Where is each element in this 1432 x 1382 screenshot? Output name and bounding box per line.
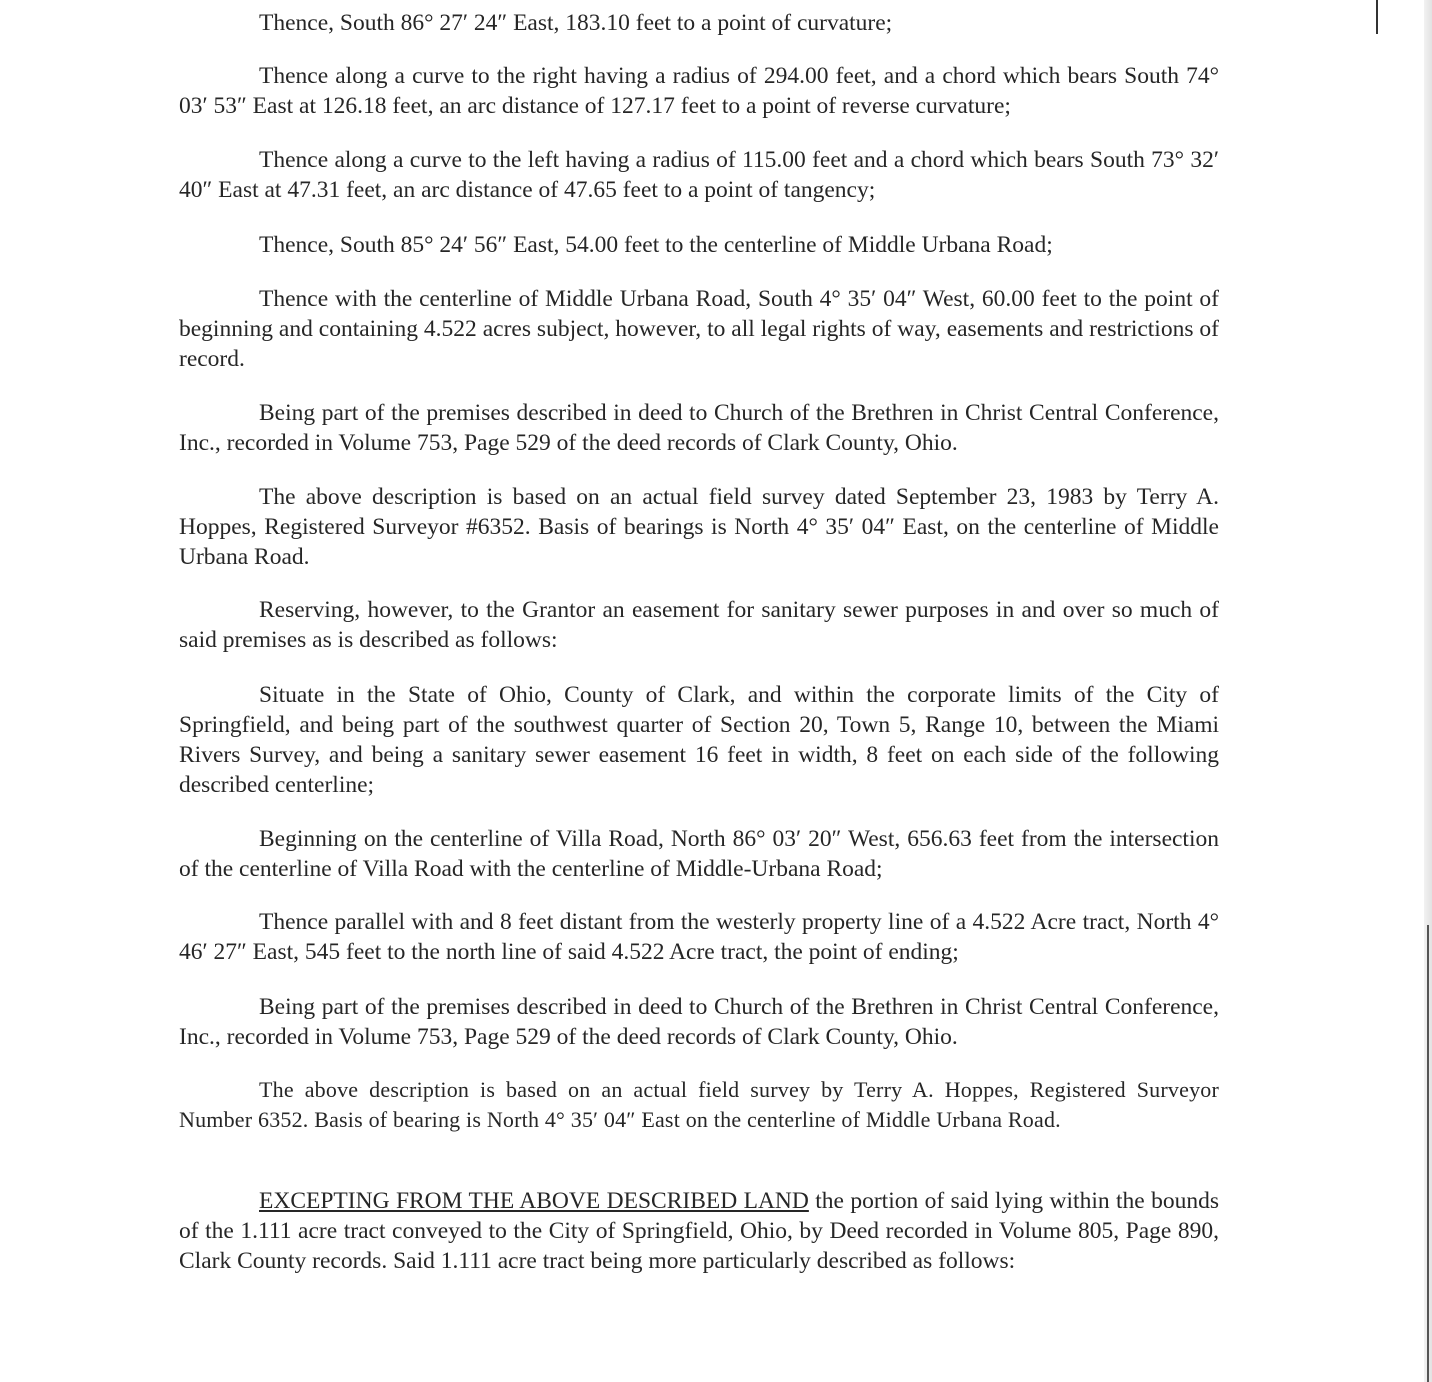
paragraph: The above description is based on an actual field survey dated September 23, 1983 by Terry A. Hoppes, Registered Surveyor #6352. Basis of bearings is North 4° 35′ 04″ East, on the centerline of Middle Urbana Road. xyxy=(179,484,1219,570)
paragraph: The above description is based on an actual field survey by Terry A. Hoppes, Registered Surveyor Number 6352. Basis of bearing is North 4° 35′ 04″ East on the centerline of Middle Urbana Road. xyxy=(179,1077,1219,1132)
paragraph: Thence, South 86° 27′ 24″ East, 183.10 feet to a point of curvature; xyxy=(259,10,893,36)
excepting-paragraph xyxy=(179,1186,1219,1276)
scan-edge-mark xyxy=(1427,925,1429,1382)
paragraph: Thence along a curve to the left having a radius of 115.00 feet and a chord which bears South 73° 32′ 40″ East at 47.31 feet, an arc distance of 47.65 feet to a point of tangency; xyxy=(179,147,1219,203)
excepting-text: the portion of said lying within the bounds of the 1.111 acre tract conveyed to the City of Springfield, Ohio, by Deed recorded in Volume 805, Page 890, Clark County records. Said 1.111 acre tract being more particularly described as follows: xyxy=(179,1188,1219,1274)
paragraph: Situate in the State of Ohio, County of Clark, and within the corporate limits of the City of Springfield, and being part of the southwest quarter of Section 20, Town 5, Range 10, between the Miami Rivers Survey, and being a sanitary sewer easement 16 feet in width, 8 feet on each side of the following described centerline; xyxy=(179,682,1219,798)
paragraph: Reserving, however, to the Grantor an easement for sanitary sewer purposes in and over so much of said premises as is described as follows: xyxy=(179,597,1219,653)
paragraph: Beginning on the centerline of Villa Road, North 86° 03′ 20″ West, 656.63 feet from the intersection of the centerline of Villa Road with the centerline of Middle-Urbana Road; xyxy=(179,826,1219,882)
paragraph: Thence along a curve to the right having a radius of 294.00 feet, and a chord which bears South 74° 03′ 53″ East at 126.18 feet, an arc distance of 127.17 feet to a point of reverse curvature; xyxy=(179,63,1219,119)
paragraph: Thence with the centerline of Middle Urbana Road, South 4° 35′ 04″ West, 60.00 feet to the point of beginning and containing 4.522 acres subject, however, to all legal rights of way, easements and restrictions of record. xyxy=(179,286,1219,372)
excepting-heading: EXCEPTING FROM THE ABOVE DESCRIBED LAND xyxy=(259,1188,809,1214)
paragraph: Thence, South 85° 24′ 56″ East, 54.00 feet to the centerline of Middle Urbana Road; xyxy=(259,232,1053,258)
paragraph: Being part of the premises described in deed to Church of the Brethren in Christ Central Conference, Inc., recorded in Volume 753, Page 529 of the deed records of Clark County, Ohio. xyxy=(179,994,1219,1050)
paragraph: Thence parallel with and 8 feet distant from the westerly property line of a 4.522 Acre tract, North 4° 46′ 27″ East, 545 feet to the north line of said 4.522 Acre tract, the point of ending; xyxy=(179,909,1219,965)
paragraph: Being part of the premises described in deed to Church of the Brethren in Christ Central Conference, Inc., recorded in Volume 753, Page 529 of the deed records of Clark County, Ohio. xyxy=(179,400,1219,456)
scan-edge-mark xyxy=(1376,0,1378,34)
